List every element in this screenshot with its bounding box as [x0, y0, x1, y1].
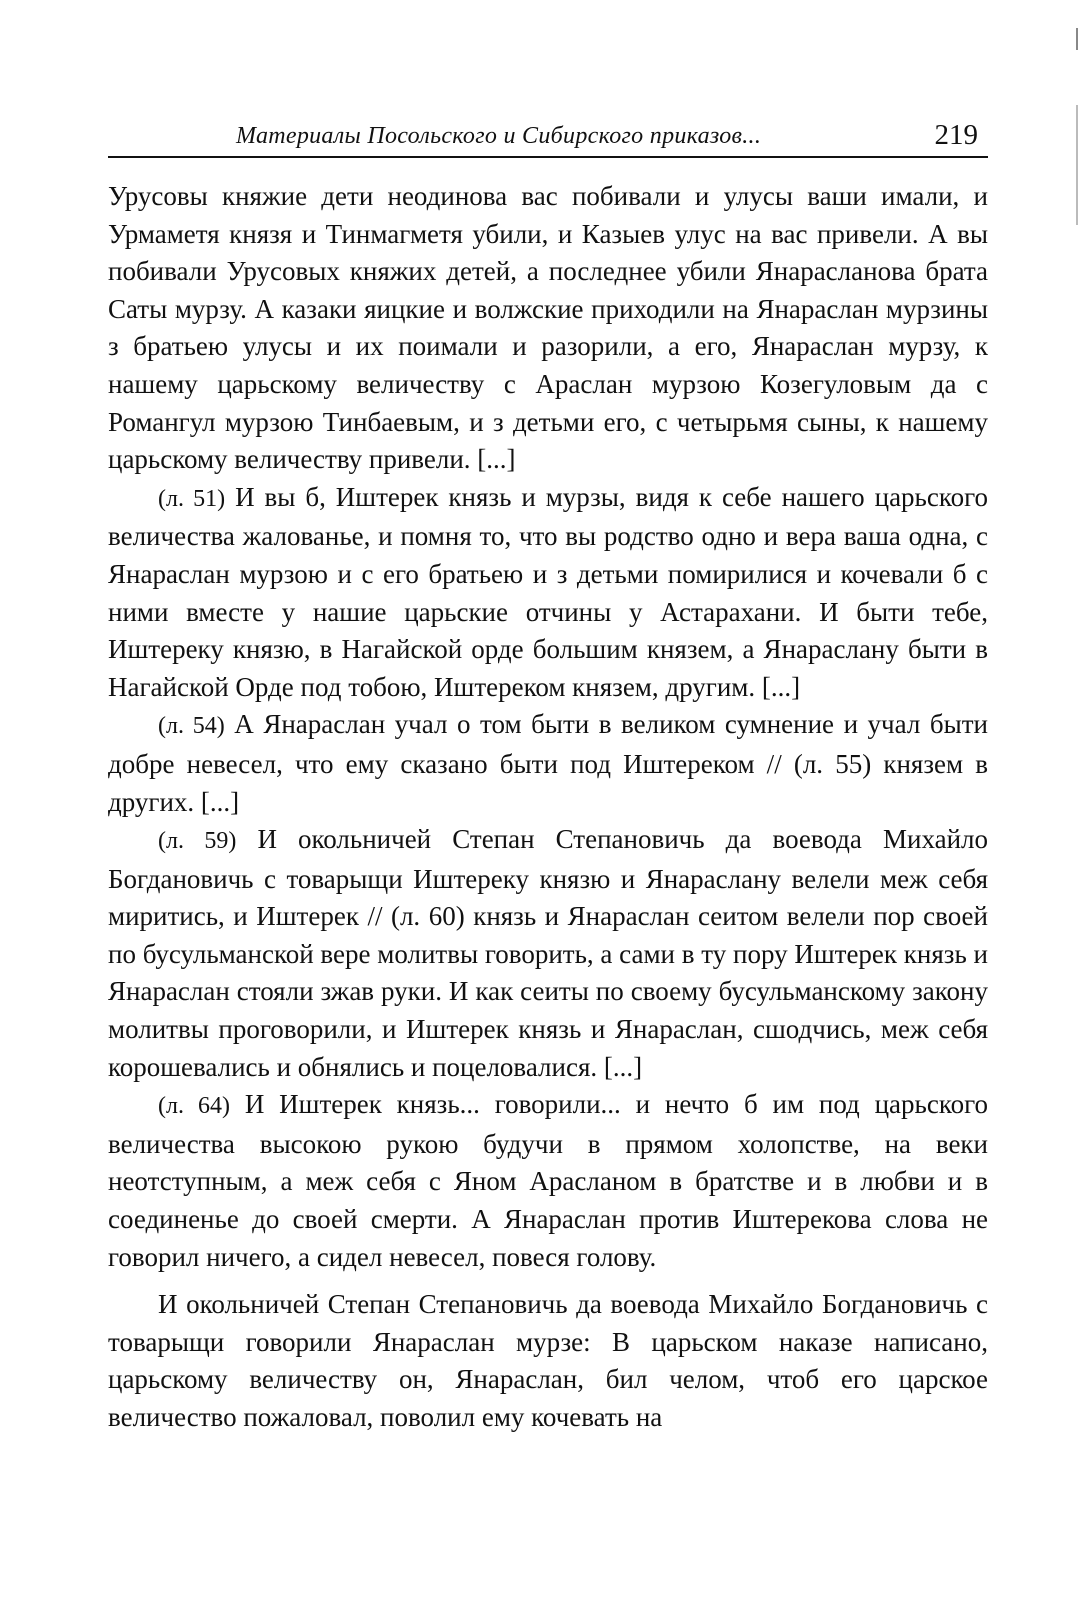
- paragraph-2: [108, 479, 988, 707]
- paragraph-5: [108, 1086, 988, 1276]
- paragraph-text: И окольничей Степан Степановичь да воевода Михайло Богдановичь с товарыщи Иштереку князю и Янараслану велели меж себя миритись, и Иштерек // (л. 60) князь и Янараслан сеитом велели пор своей по бусульманской вере молитвы говорить, а сами в ту пору Иштерек князь и Янараслан стояли зжав руки. И как сеиты по своему бусульманскому закону молитвы проговорили, и Иштерек князь и Янараслан, сшодчись, меж себя корошевались и обнялись и поцеловалися. [...]: [108, 824, 988, 1082]
- body-text: [108, 178, 988, 1437]
- book-page: [108, 110, 988, 1437]
- paragraph-text: И Иштерек князь... говорили... и нечто б им под царьского величества высокою рукою будучи в прямом холопстве, на веки неотступным, а меж себя с Яном Арасланом в братстве и в любви и в соединенье до своей смерти. А Янараслан против Иштерекова слова не говорил ничего, а сидел невесел, повеся голову.: [108, 1089, 988, 1272]
- paragraph-text: А Янараслан учал о том быти в великом сумнение и учал быти добре невесел, что ему сказано быти под Иштереком // (л. 55) князем в других. [...]: [108, 709, 988, 817]
- paragraph-4: [108, 821, 988, 1086]
- paragraph-1: [108, 178, 988, 479]
- running-head: [108, 110, 988, 158]
- page-edge-shadow: [1076, 105, 1078, 225]
- paragraph-6: [108, 1286, 988, 1436]
- folio-reference: (л. 59): [158, 828, 237, 855]
- folio-reference: (л. 64): [158, 1093, 231, 1120]
- paragraph-text: Урусовы княжие дети неодинова вас побивали и улусы ваши имали, и Урмаметя князя и Тинмагметя убили, и Казыев улус на вас привели. А вы побивали Урусовых княжих детей, а последнее убили Янараcланова брата Саты мурзу. А казаки яицкие и волжские приходили на Янараслан мурзины з братьею улусы и их поимали и разорили, а его, Янараслан мурзу, к нашему царьскому величеству с Араслан мурзою Козегуловым да с Романгул мурзою Тинбаевым, и з детьми его, с четырьмя сыны, к нашему царьскому величеству привели. [...]: [108, 181, 988, 475]
- page-edge-mark: [1076, 28, 1078, 50]
- paragraph-text: И окольничей Степан Степановичь да воевода Михайло Богдановичь с товарыщи говорили Янараслан мурзе: В царьском наказе написано, царьскому величеству он, Янараслан, бил челом, чтоб его царское величество пожаловал, поволил ему кочевать на: [108, 1289, 988, 1432]
- folio-reference: (л. 51): [158, 485, 226, 512]
- paragraph-3: [108, 706, 988, 821]
- page-number: 219: [934, 119, 978, 151]
- paragraph-text: И вы б, Иштерек князь и мурзы, видя к себе нашего царьского величества жалованье, и помня то, что вы родство одно и вера ваша одна, с Янараслан мурзою и с его братьею и з детьми помирилися и кочевали б с ними вместе у нашие царьские отчины у Астарахани. И быти тебе, Иштереку князю, в Нагайской орде большим князем, а Янараслану быти в Нагайской Орде под тобою, Иштереком князем, другим. [...]: [108, 481, 989, 702]
- running-title: Материалы Посольского и Сибирского приказов...: [236, 123, 762, 149]
- folio-reference: (л. 54): [158, 713, 225, 740]
